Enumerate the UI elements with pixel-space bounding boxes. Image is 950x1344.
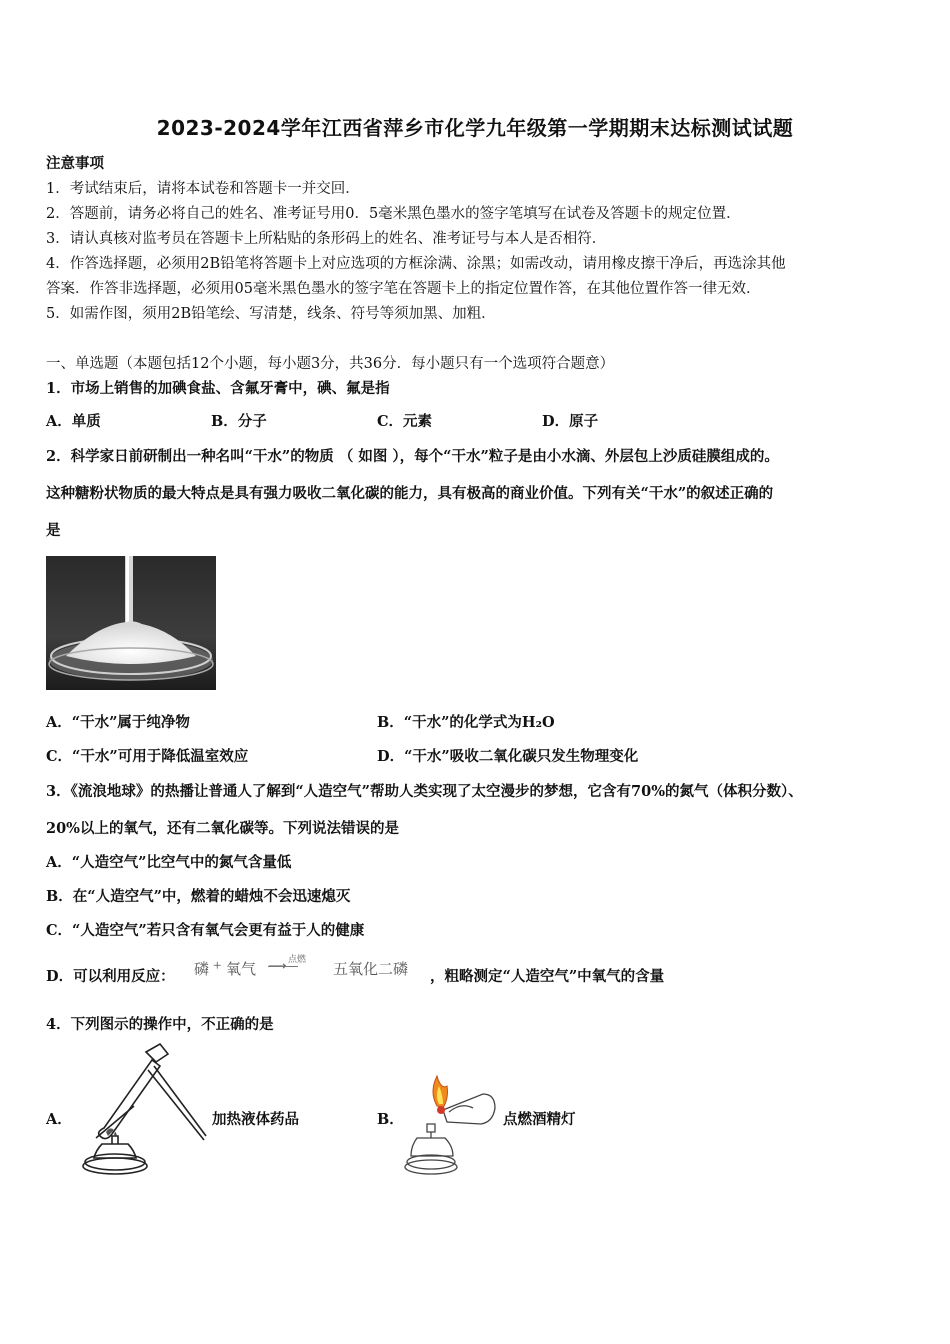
q3-option-a: A．“人造空气”比空气中的氮气含量低 <box>46 854 292 871</box>
page-title: 2023-2024学年江西省萍乡市化学九年级第一学期期末达标测试试题 <box>156 116 794 140</box>
q4-option-b-letter: B． <box>377 1111 404 1128</box>
q2-stem-line3: 是 <box>46 522 61 539</box>
q3-option-d-prefix: D．可以利用反应： <box>46 968 175 985</box>
reactant-phosphorus: 磷 <box>194 962 210 978</box>
arrow-line <box>268 966 298 967</box>
q2-option-b: B．“干水”的化学式为H₂O <box>377 714 555 731</box>
q2-option-d: D．“干水”吸收二氧化碳只发生物理变化 <box>377 748 639 765</box>
section-heading: 一、单选题（本题包括12个小题，每小题3分，共36分．每小题只有一个选项符合题意） <box>46 356 615 372</box>
notice-item-2: 2．答题前，请务必将自己的姓名、准考证号用0．5毫米黑色墨水的签字笔填写在试卷及答题卡的规定位置． <box>46 206 741 222</box>
q2-option-a: A．“干水”属于纯净物 <box>46 714 190 731</box>
q4-option-a-caption: 加热液体药品 <box>212 1111 299 1128</box>
q2-stem-line2: 这种糖粉状物质的最大特点是具有强力吸收二氧化碳的能力，具有极高的商业价值。下列有关“干水”的叙述正确的 <box>46 485 774 502</box>
q4-option-a-letter: A． <box>46 1111 72 1128</box>
q3-stem-line1: 3．《流浪地球》的热播让普通人了解到“人造空气”帮助人类实现了太空漫步的梦想，它含有70%的氮气（体积分数）、 <box>46 783 803 800</box>
dry-water-photo <box>46 556 216 690</box>
q1-option-d: D．原子 <box>542 413 599 430</box>
reactant-oxygen: 氧气 <box>226 962 257 978</box>
q4-option-b-caption: 点燃酒精灯 <box>503 1111 576 1128</box>
notice-item-1: 1．考试结束后，请将本试卷和答题卡一并交回． <box>46 181 360 197</box>
notice-item-4: 4．作答选择题，必须用2B铅笔将答题卡上对应选项的方框涂满、涂黑；如需改动，请用橡皮擦干净后，再选涂其他 <box>46 256 786 272</box>
q2-option-c: C．“干水”可用于降低温室效应 <box>46 748 249 765</box>
reaction-equation <box>194 954 434 984</box>
notice-item-4-cont: 答案．作答非选择题，必须用05毫米黑色墨水的签字笔在答题卡上的指定位置作答，在其他位置作答一律无效． <box>46 281 761 297</box>
q3-stem-line2: 20%以上的氧气，还有二氧化碳等。下列说法错误的是 <box>46 820 399 837</box>
lighting-lamp-diagram <box>403 1072 498 1176</box>
notice-item-5: 5．如需作图，须用2B铅笔绘、写清楚，线条、符号等须加黑、加粗． <box>46 306 496 322</box>
q1-option-b: B．分子 <box>211 413 267 430</box>
q1-stem: 1．市场上销售的加碘食盐、含氟牙膏中，碘、氟是指 <box>46 380 390 397</box>
heating-liquid-diagram <box>74 1040 209 1176</box>
q4-stem: 4．下列图示的操作中，不正确的是 <box>46 1016 274 1033</box>
product-p2o5: 五氧化二磷 <box>333 962 409 978</box>
q3-option-d-suffix: ，粗略测定“人造空气”中氧气的含量 <box>430 968 665 985</box>
q2-stem-line1: 2．科学家日前研制出一种名叫“干水”的物质 （ 如图 ），每个“干水”粒子是由小水滴、外层包上沙质硅膜组成的。 <box>46 448 779 465</box>
q1-option-a: A．单质 <box>46 413 101 430</box>
q3-option-c: C．“人造空气”若只含有氧气会更有益于人的健康 <box>46 922 365 939</box>
notice-heading: 注意事项 <box>46 155 104 172</box>
q3-option-b: B．在“人造空气”中，燃着的蜡烛不会迅速熄灭 <box>46 888 351 905</box>
notice-item-3: 3．请认真核对监考员在答题卡上所粘贴的条形码上的姓名、准考证号与本人是否相符． <box>46 231 607 247</box>
q1-option-c: C．元素 <box>377 413 433 430</box>
plus-sign: + <box>213 958 222 974</box>
reaction-arrow: ⟶ <box>268 958 287 973</box>
reaction-condition: 点燃 <box>288 955 307 965</box>
